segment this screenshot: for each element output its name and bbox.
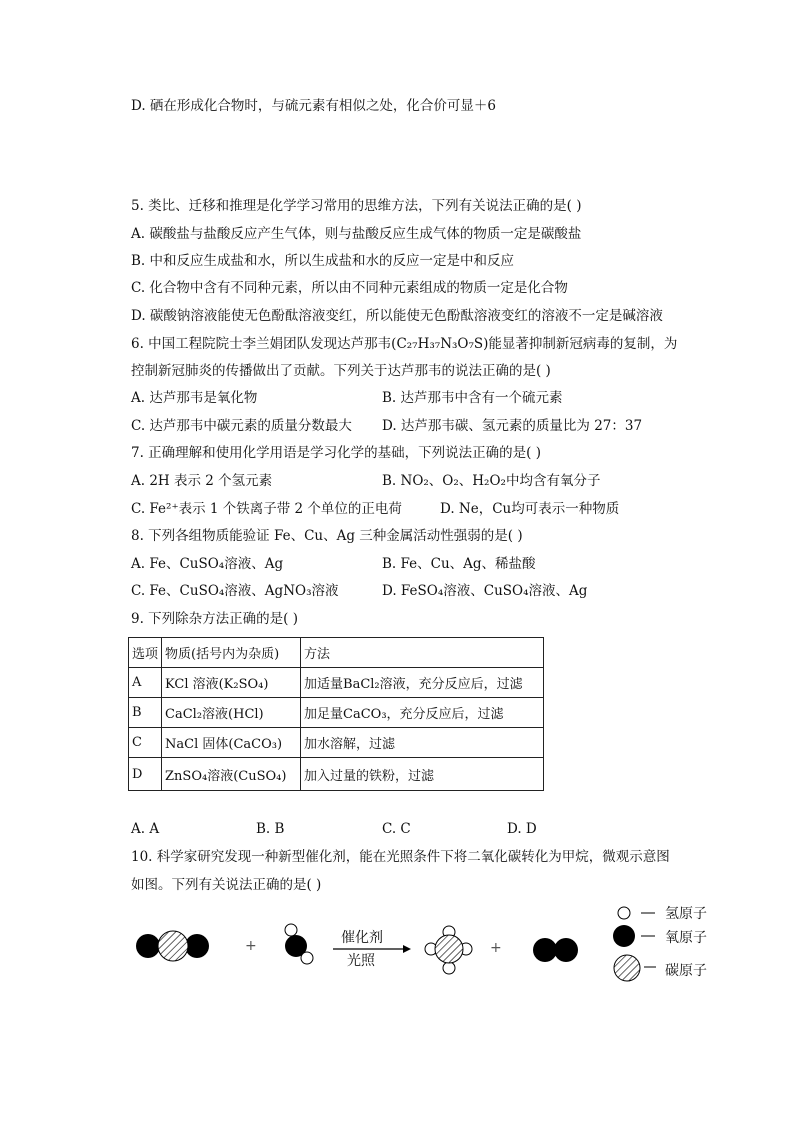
table-cell: A bbox=[129, 668, 162, 698]
q5-option-b[interactable]: B. 中和反应生成盐和水，所以生成盐和水的反应一定是中和反应 bbox=[131, 253, 515, 269]
legend-label-carbon: 碳原子 bbox=[665, 963, 707, 979]
table-cell: 加入过量的铁粉，过滤 bbox=[301, 758, 544, 791]
q5-option-a[interactable]: A. 碳酸盐与盐酸反应产生气体，则与盐酸反应生成气体的物质一定是碳酸盐 bbox=[131, 226, 582, 242]
ch4-molecule bbox=[425, 926, 472, 974]
q6-option-a[interactable]: A. 达芦那韦是氧化物 bbox=[131, 390, 258, 406]
table-cell: 加水溶解，过滤 bbox=[301, 728, 544, 758]
h2o-molecule bbox=[285, 924, 313, 964]
table-cell: 加足量CaCO₃，充分反应后，过滤 bbox=[301, 698, 544, 728]
reaction-diagram bbox=[0, 895, 794, 995]
legend-label-oxygen: 氧原子 bbox=[665, 930, 707, 946]
table-cell: D bbox=[129, 758, 162, 791]
table-header-cell: 选项 bbox=[129, 638, 162, 668]
o2-molecule bbox=[533, 938, 578, 962]
q8-option-c[interactable]: C. Fe、CuSO₄溶液、AgNO₃溶液 bbox=[131, 583, 339, 599]
q9-option-b[interactable]: B. B bbox=[256, 821, 285, 837]
table-row bbox=[129, 758, 544, 791]
q8-option-a[interactable]: A. Fe、CuSO₄溶液、Ag bbox=[131, 556, 284, 572]
light-label: 光照 bbox=[347, 953, 375, 969]
table-row bbox=[129, 728, 544, 758]
q6-option-c[interactable]: C. 达芦那韦中碳元素的质量分数最大 bbox=[131, 418, 352, 434]
q6-stem-line2: 控制新冠肺炎的传播做出了贡献。下列关于达芦那韦的说法正确的是( ) bbox=[131, 363, 551, 379]
table-row bbox=[129, 668, 544, 698]
q7-option-d[interactable]: D. Ne，Cu均可表示一种物质 bbox=[440, 501, 620, 517]
table-row bbox=[129, 698, 544, 728]
table-header-row bbox=[129, 638, 544, 668]
q6-option-b[interactable]: B. 达芦那韦中含有一个硫元素 bbox=[382, 390, 563, 406]
q5-option-c[interactable]: C. 化合物中含有不同种元素，所以由不同种元素组成的物质一定是化合物 bbox=[131, 280, 568, 296]
q7-option-a[interactable]: A. 2H 表示 2 个氢元素 bbox=[131, 473, 273, 489]
table-cell: 加适量BaCl₂溶液，充分反应后，过滤 bbox=[301, 668, 544, 698]
q9-option-d[interactable]: D. D bbox=[507, 821, 537, 837]
q8-option-d[interactable]: D. FeSO₄溶液、CuSO₄溶液、Ag bbox=[382, 583, 588, 599]
q9-table bbox=[128, 637, 544, 791]
q9-stem: 9. 下列除杂方法正确的是( ) bbox=[131, 611, 298, 627]
q7-stem: 7. 正确理解和使用化学用语是学习化学的基础，下列说法正确的是( ) bbox=[131, 445, 541, 461]
catalyst-label: 催化剂 bbox=[341, 930, 383, 946]
table-cell: NaCl 固体(CaCO₃) bbox=[162, 728, 301, 758]
arrow-head-icon bbox=[403, 945, 411, 953]
q9-option-a[interactable]: A. A bbox=[131, 821, 160, 837]
q4-option-d: D. 硒在形成化合物时，与硫元素有相似之处，化合价可显＋6 bbox=[131, 98, 497, 114]
table-cell: C bbox=[129, 728, 162, 758]
q6-option-d[interactable]: D. 达芦那韦碳、氢元素的质量比为 27：37 bbox=[382, 418, 643, 434]
table-cell: KCl 溶液(K₂SO₄) bbox=[162, 668, 301, 698]
carbon-legend-icon bbox=[614, 955, 640, 981]
plus-sign: + bbox=[490, 940, 502, 956]
q10-stem-line1: 10. 科学家研究发现一种新型催化剂，能在光照条件下将二氧化碳转化为甲烷，微观示意图 bbox=[131, 849, 670, 865]
q9-option-c[interactable]: C. C bbox=[382, 821, 411, 837]
q5-stem: 5. 类比、迁移和推理是化学学习常用的思维方法，下列有关说法正确的是( ) bbox=[131, 198, 582, 214]
oxygen-legend-icon bbox=[613, 925, 635, 947]
q10-stem-line2: 如图。下列有关说法正确的是( ) bbox=[131, 877, 322, 893]
hydrogen-legend-icon bbox=[618, 907, 630, 919]
legend bbox=[613, 906, 707, 981]
q7-option-c[interactable]: C. Fe²⁺表示 1 个铁离子带 2 个单位的正电荷 bbox=[131, 501, 402, 517]
q6-stem-line1: 6. 中国工程院院士李兰娟团队发现达芦那韦(C₂₇H₃₇N₃O₇S)能显著抑制新冠病毒的复制，为 bbox=[131, 336, 678, 352]
table-cell: CaCl₂溶液(HCl) bbox=[162, 698, 301, 728]
q8-option-b[interactable]: B. Fe、Cu、Ag、稀盐酸 bbox=[382, 556, 536, 572]
table-header-cell: 方法 bbox=[301, 638, 544, 668]
table-cell: B bbox=[129, 698, 162, 728]
q5-option-d[interactable]: D. 碳酸钠溶液能使无色酚酞溶液变红，所以能使无色酚酞溶液变红的溶液不一定是碱溶液 bbox=[131, 308, 663, 324]
q7-option-b[interactable]: B. NO₂、O₂、H₂O₂中均含有氧分子 bbox=[382, 473, 601, 489]
table-cell: ZnSO₄溶液(CuSO₄) bbox=[162, 758, 301, 791]
plus-sign: + bbox=[245, 938, 257, 954]
co2-molecule bbox=[136, 931, 209, 961]
q8-stem: 8. 下列各组物质能验证 Fe、Cu、Ag 三种金属活动性强弱的是( ) bbox=[131, 528, 523, 544]
legend-label-hydrogen: 氢原子 bbox=[665, 906, 707, 922]
table-header-cell: 物质(括号内为杂质) bbox=[162, 638, 301, 668]
